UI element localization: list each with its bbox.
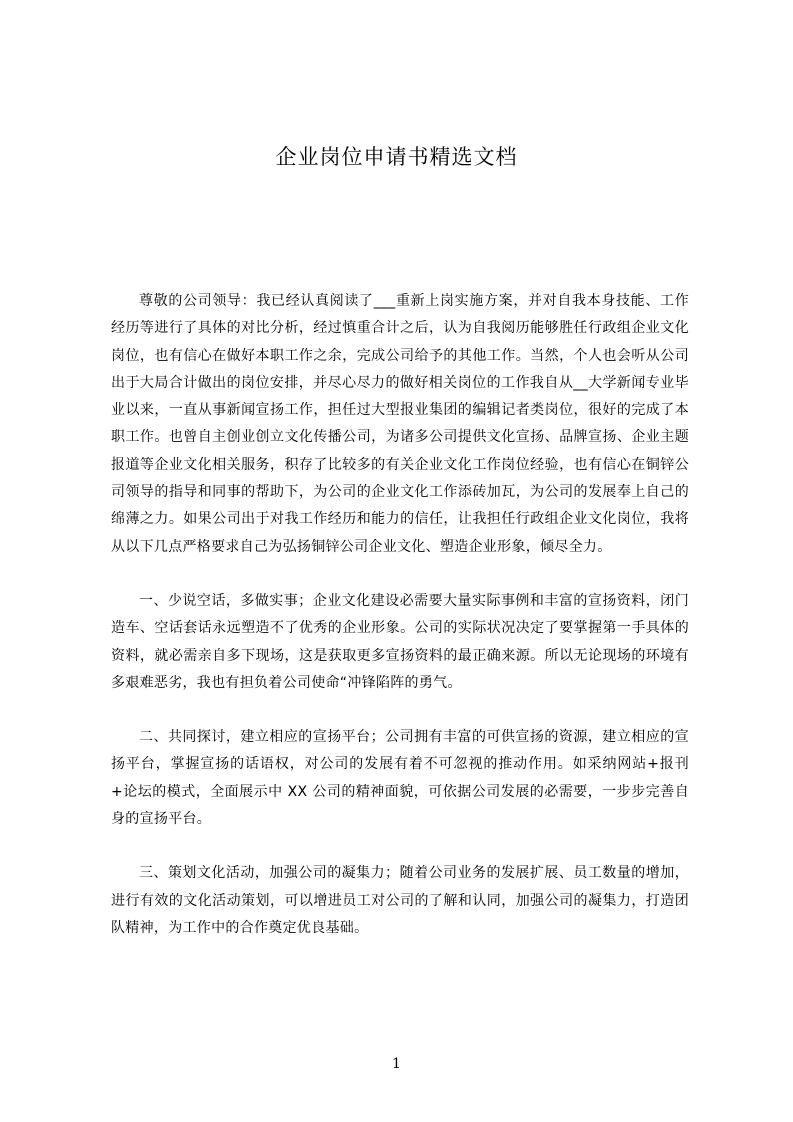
paragraph-point-two: 二、共同探讨，建立相应的宣扬平台；公司拥有丰富的可供宣扬的资源，建立相应的宣扬平台，掌握宣扬的话语权，对公司的发展有着不可忽视的推动作用。如采纳网站+报刊+论坛的模式，全面展示中 XX 公司的精神面貌，可依据公司发展的必需要，一步步完善自身的宣扬平台。 [111,729,689,828]
paragraph-point-three: 三、策划文化活动，加强公司的凝集力；随着公司业务的发展扩展、员工数量的增加，进行有效的文化活动策划，可以增进员工对公司的了解和认同，加强公司的凝集力，打造团队精神，为工作中的合作奠定优良基础。 [111,865,689,936]
page-number: 1 [392,1056,401,1072]
document-title: 企业岗位申请书精选文档 [275,145,518,169]
document-body [111,288,689,969]
paragraph-application-intro: 尊敬的公司领导：我已经认真阅读了___重新上岗实施方案，并对自我本身技能、工作经历等进行了具体的对比分析，经过慎重合计之后，认为自我阅历能够胜任行政组企业文化岗位，也有信心在做好本职工作之余，完成公司给予的其他工作。当然，个人也会听从公司出于大局合计做出的岗位安排，并尽心尽力的做好相关岗位的工作我自从__大学新闻专业毕业以来，一直从事新闻宣扬工作，担任过大型报业集团的编辑记者类岗位，很好的完成了本职工作。也曾自主创业创立文化传播公司，为诸多公司提供文化宣扬、品牌宣扬、企业主题报道等企业文化相关服务，积存了比较多的有关企业文化工作岗位经验，也有信心在铜锌公司领导的指导和同事的帮助下，为公司的企业文化工作添砖加瓦，为公司的发展奉上自己的绵薄之力。如果公司出于对我工作经历和能力的信任，让我担任行政组企业文化岗位，我将从以下几点严格要求自己为弘扬铜锌公司企业文化、塑造企业形象，倾尽全力。 [111,293,689,555]
paragraph-point-one: 一、少说空话，多做实事；企业文化建设必需要大量实际事例和丰富的宣扬资料，闭门造车、空话套话永远塑造不了优秀的企业形象。公司的实际状况决定了要掌握第一手具体的资料，就必需亲自多下现场，这是获取更多宣扬资料的最正确来源。所以无论现场的环境有多艰难恶劣，我也有担负着公司使命“冲锋陷阵的勇气。 [111,592,689,691]
